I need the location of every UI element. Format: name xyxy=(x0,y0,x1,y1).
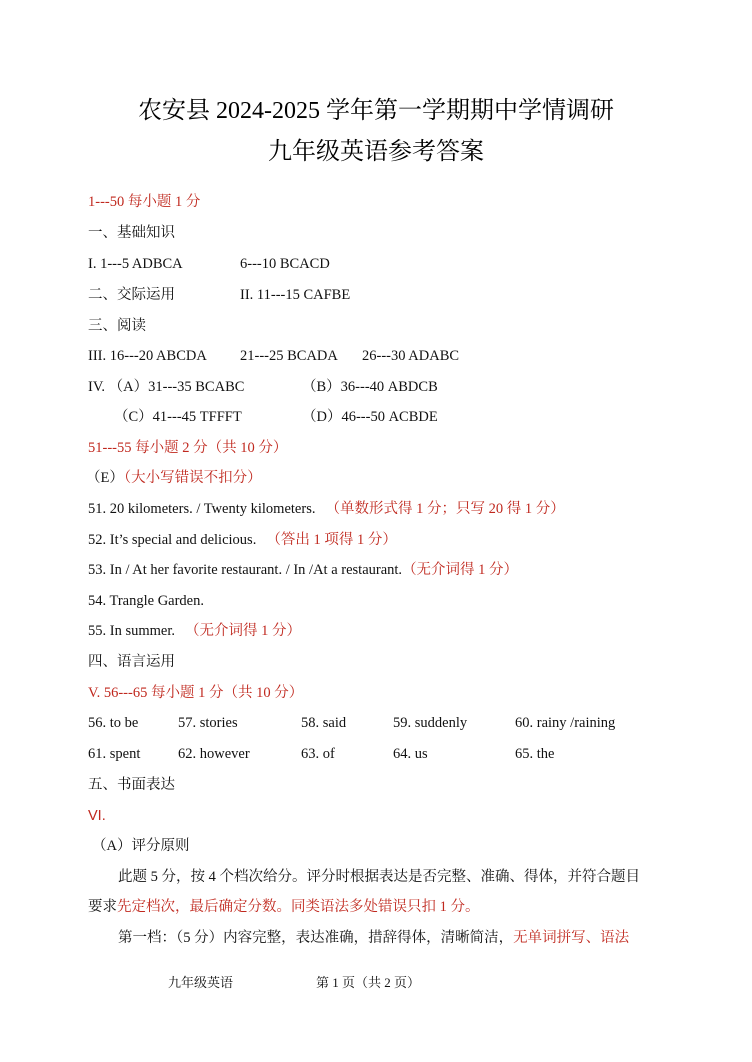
answer-63: 63. of xyxy=(301,746,335,762)
answer-51 xyxy=(88,499,565,519)
scoring-paragraph-3 xyxy=(118,928,698,948)
part-e-note: （大小写错误不扣分） xyxy=(123,470,262,486)
scoring-paragraph-3-black: 第一档：（5 分）内容完整，表达准确，措辞得体，清晰简洁， xyxy=(118,930,514,946)
scoring-paragraph-2-red: 先定档次，最后确定分数。同类语法多处错误只扣 1 分。 xyxy=(117,899,480,915)
section-heading-basic-knowledge: 一、基础知识 xyxy=(88,225,175,241)
page-subtitle: 九年级英语参考答案 xyxy=(268,139,484,165)
scoring-paragraph-2-black: 要求 xyxy=(88,899,117,915)
answers-46-50: （D）46---50 ACBDE xyxy=(302,409,438,425)
scoring-paragraph-2 xyxy=(88,897,668,917)
answer-text: 51. 20 kilometers. / Twenty kilometers. xyxy=(88,501,316,517)
answer-56: 56. to be xyxy=(88,715,139,731)
answers-1-5: I. 1---5 ADBCA xyxy=(88,256,183,272)
answer-53 xyxy=(88,560,518,580)
page-title: 农安县 2024-2025 学年第一学期期中学情调研 xyxy=(138,98,614,124)
answers-26-30: 26---30 ADABC xyxy=(362,348,460,364)
answer-note: （答出 1 项得 1 分） xyxy=(266,532,397,548)
score-note-51-55: 51---55 每小题 2 分（共 10 分） xyxy=(88,440,288,456)
answer-text: 54. Trangle Garden. xyxy=(88,593,204,609)
answer-61: 61. spent xyxy=(88,746,141,762)
answer-57: 57. stories xyxy=(178,715,238,731)
answers-41-45: （C）41---45 TFFFT xyxy=(114,409,242,425)
answer-note: （无介词得 1 分） xyxy=(185,623,301,639)
answer-64: 64. us xyxy=(393,746,428,762)
score-note-56-65: V. 56---65 每小题 1 分（共 10 分） xyxy=(88,685,304,701)
section-heading-language-use: 四、语言运用 xyxy=(88,654,175,670)
answer-62: 62. however xyxy=(178,746,250,762)
answer-65: 65. the xyxy=(515,746,555,762)
section-heading-reading: 三、阅读 xyxy=(88,318,146,334)
answers-6-10: 6---10 BCACD xyxy=(240,256,330,272)
answer-text: 53. In / At her favorite restaurant. / In /At a restaurant. xyxy=(88,562,403,578)
section-heading-communication-label: 二、交际运用 xyxy=(88,287,175,303)
scoring-principles-heading: （A）评分原则 xyxy=(92,838,190,854)
scoring-paragraph-1: 此题 5 分，按 4 个档次给分。评分时根据表达是否完整、准确、得体，并符合题目 xyxy=(118,869,640,885)
answer-text: 55. In summer. xyxy=(88,623,175,639)
scoring-paragraph-3-red: 无单词拼写、语法 xyxy=(513,930,630,946)
answer-text: 52. It’s special and delicious. xyxy=(88,532,257,548)
answer-note: （无介词得 1 分） xyxy=(402,562,519,578)
answers-21-25: 21---25 BCADA xyxy=(240,348,338,364)
answer-59: 59. suddenly xyxy=(393,715,468,731)
part-e-label: （E） xyxy=(86,470,124,486)
answer-58: 58. said xyxy=(301,715,347,731)
footer-subject: 九年级英语 xyxy=(168,975,234,990)
answers-31-35: IV. （A）31---35 BCABC xyxy=(88,379,245,395)
section-heading-writing: 五、书面表达 xyxy=(88,777,175,793)
answers-16-20: III. 16---20 ABCDA xyxy=(88,348,207,364)
answer-55 xyxy=(88,621,301,641)
section-vi-label: VI. xyxy=(88,808,106,824)
answers-36-40: （B）36---40 ABDCB xyxy=(302,379,438,395)
answers-11-15: II. 11---15 CAFBE xyxy=(240,287,351,303)
answer-54 xyxy=(88,591,204,611)
part-e-heading xyxy=(86,468,262,488)
answer-note: （单数形式得 1 分；只写 20 得 1 分） xyxy=(325,501,565,517)
footer-page-number: 第 1 页（共 2 页） xyxy=(316,975,421,990)
answer-52 xyxy=(88,530,397,550)
answer-60: 60. rainy /raining xyxy=(515,715,616,731)
score-note-1-50: 1---50 每小题 1 分 xyxy=(88,194,201,210)
